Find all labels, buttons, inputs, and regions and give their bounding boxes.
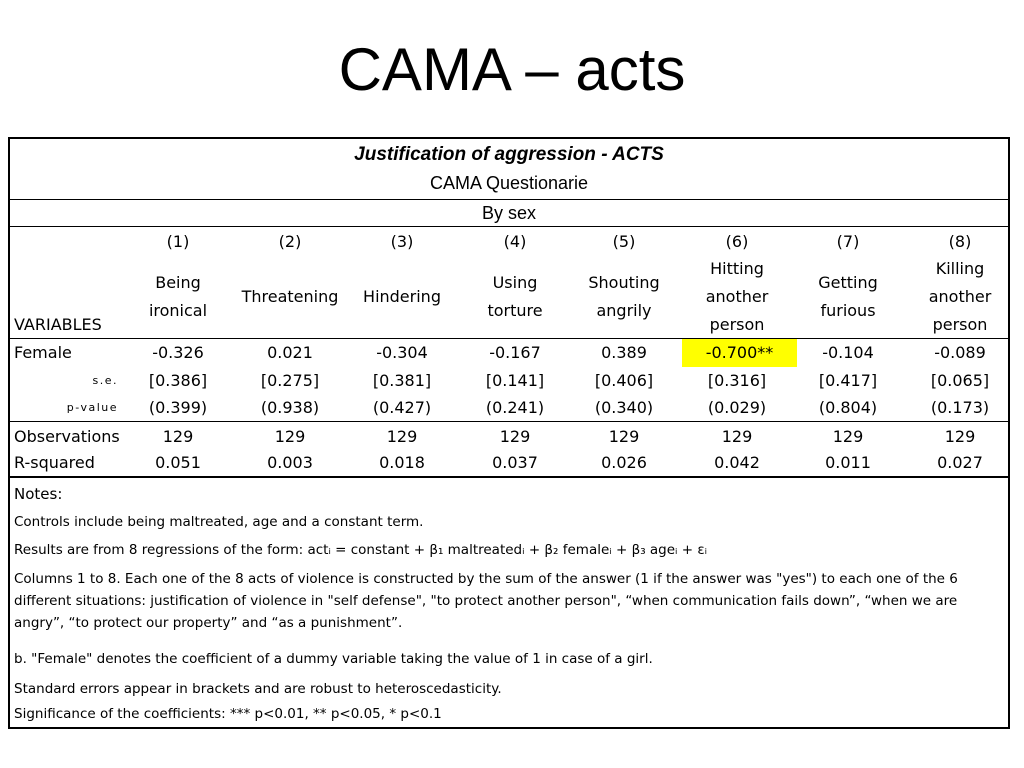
column-header (118, 255, 238, 339)
column-header (455, 255, 575, 339)
column-header-line: Killing (935, 259, 985, 278)
table-cell: (0.399) (148, 398, 208, 417)
table-title: Justification of aggression - ACTS (354, 144, 664, 165)
table-cell: (0.938) (260, 398, 320, 417)
table-cell: -0.167 (489, 343, 541, 362)
column-header (788, 255, 908, 339)
table-cell: 0.037 (492, 453, 538, 472)
table-cell: 0.003 (267, 453, 313, 472)
table-cell: [0.406] (594, 371, 654, 390)
table-cell: 129 (499, 427, 531, 446)
column-number: (4) (503, 232, 527, 251)
table-cell: [0.381] (372, 371, 432, 390)
column-number: (5) (612, 232, 636, 251)
table-cell: [0.417] (818, 371, 878, 390)
highlighted-cell: -0.700** (682, 339, 797, 367)
column-number: (3) (390, 232, 414, 251)
column-header-line: ironical (148, 301, 208, 320)
table-cell: 129 (832, 427, 864, 446)
table-cell: (0.173) (930, 398, 990, 417)
column-header-line: person (932, 315, 988, 334)
column-number: (2) (278, 232, 302, 251)
table-cell: 0.042 (714, 453, 760, 472)
column-header-line: Hitting (710, 259, 764, 278)
table-cell: (0.804) (818, 398, 878, 417)
notes-heading: Notes: (14, 485, 63, 503)
column-header-line: Threatening (241, 287, 339, 306)
table-cell: 0.389 (601, 343, 647, 362)
table-cell: 129 (162, 427, 194, 446)
column-header (230, 255, 350, 339)
table-cell: [0.316] (707, 371, 767, 390)
row-label-female: Female (14, 343, 72, 362)
table-cell: 129 (944, 427, 976, 446)
divider (10, 476, 1008, 478)
column-number: (7) (836, 232, 860, 251)
note-line: Controls include being maltreated, age and a constant term. (14, 514, 424, 530)
note-line: Columns 1 to 8. Each one of the 8 acts of violence is constructed by the sum of the answer (1 if the answer was "yes") to each one of the 6 different situations: justification of violence in "self defense", "to protect another person", “when communication fails down”, “when we are angry”, “to protect our property” and “as a punishment”. (14, 571, 958, 631)
note-line: Significance of the coefficients: *** p<0.01, ** p<0.05, * p<0.1 (14, 706, 442, 722)
slide-title: CAMA – acts (338, 36, 686, 103)
column-header-line: Getting (818, 273, 878, 292)
table-subtitle: CAMA Questionarie (429, 173, 589, 193)
column-number: (6) (725, 232, 749, 251)
table-cell: -0.104 (822, 343, 874, 362)
column-header (564, 255, 684, 339)
row-label-rsquared: R-squared (14, 453, 95, 472)
column-header-line: furious (820, 301, 876, 320)
table-cell: 129 (608, 427, 640, 446)
table-cell: 129 (274, 427, 306, 446)
note-line: Results are from 8 regressions of the form: actᵢ = constant + β₁ maltreatedᵢ + β₂ femaleᵢ + β₃ ageᵢ + εᵢ (14, 542, 708, 558)
divider (10, 226, 1008, 227)
table-cell: (0.241) (485, 398, 545, 417)
table-cell: (0.427) (372, 398, 432, 417)
column-header-line: Shouting (588, 273, 660, 292)
divider (10, 199, 1008, 200)
column-header-line: torture (487, 301, 543, 320)
table-cell: 129 (721, 427, 753, 446)
table-cell: 129 (386, 427, 418, 446)
variables-label: VARIABLES (14, 315, 102, 334)
table-cell: [0.386] (148, 371, 208, 390)
column-header-line: angrily (596, 301, 652, 320)
table-cell: 0.011 (825, 453, 871, 472)
column-header (900, 255, 1020, 339)
row-label-observations: Observations (14, 427, 120, 446)
column-header-line: person (709, 315, 765, 334)
table-cell: -0.326 (152, 343, 204, 362)
note-line: b. "Female" denotes the coefficient of a dummy variable taking the value of 1 in case of a girl. (14, 651, 653, 667)
column-number: (8) (948, 232, 972, 251)
divider (10, 421, 1008, 422)
table-cell: -0.089 (934, 343, 986, 362)
group-label: By sex (481, 203, 537, 223)
table-cell: [0.141] (485, 371, 545, 390)
table-cell: 0.018 (379, 453, 425, 472)
table-cell: 0.051 (155, 453, 201, 472)
table-cell: (0.340) (594, 398, 654, 417)
row-label-pvalue: p-value (66, 401, 118, 414)
column-header-line: Being (155, 273, 201, 292)
table-cell: -0.304 (376, 343, 428, 362)
table-cell: 0.027 (937, 453, 983, 472)
table-cell: [0.275] (260, 371, 320, 390)
column-header-line: another (705, 287, 769, 306)
column-header (677, 255, 797, 339)
column-number: (1) (166, 232, 190, 251)
column-header-line: Hindering (363, 287, 441, 306)
table-cell: (0.029) (707, 398, 767, 417)
column-header-line: Using (492, 273, 538, 292)
note-line: Standard errors appear in brackets and are robust to heteroscedasticity. (14, 681, 502, 697)
regression-table (8, 137, 1010, 729)
column-header-line: another (928, 287, 992, 306)
table-cell: [0.065] (930, 371, 990, 390)
row-label-se: s.e. (92, 374, 118, 387)
table-cell: 0.026 (601, 453, 647, 472)
column-header (342, 255, 462, 339)
table-cell: 0.021 (267, 343, 313, 362)
